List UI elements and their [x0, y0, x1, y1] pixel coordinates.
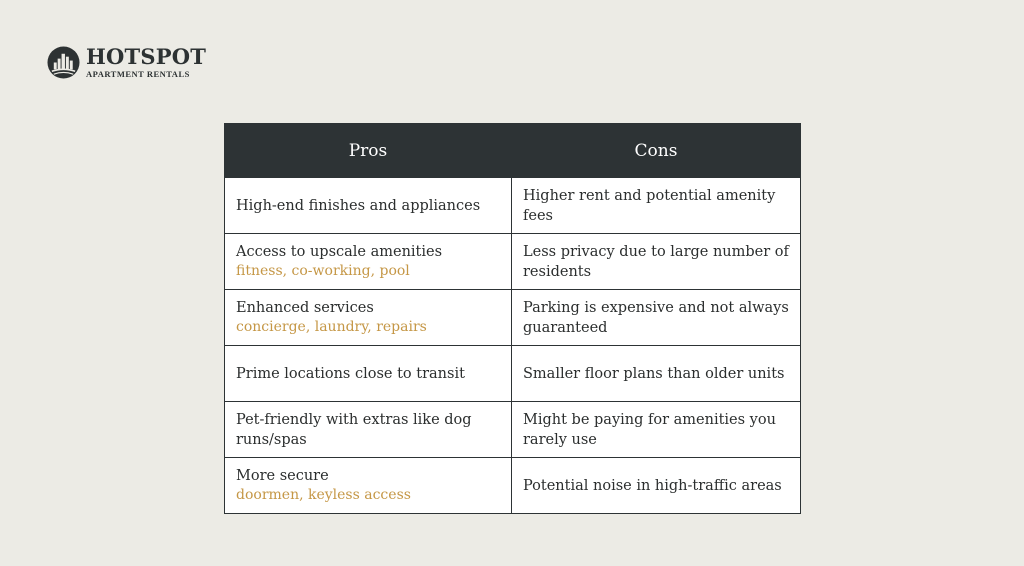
con-text: Less privacy due to large number of residents — [523, 243, 789, 280]
con-text: Higher rent and potential amenity fees — [523, 187, 776, 224]
pro-text: High-end finishes and appliances — [236, 197, 481, 214]
pro-cell — [225, 234, 512, 290]
city-skyline-logo-icon — [47, 46, 80, 79]
pro-cell — [225, 290, 512, 346]
table-header-row — [225, 124, 801, 178]
pro-detail: doormen, keyless access — [236, 487, 411, 503]
con-text: Potential noise in high-traffic areas — [523, 477, 782, 494]
pro-detail: fitness, co-working, pool — [236, 263, 410, 279]
table-row — [225, 234, 801, 290]
table-row — [225, 402, 801, 458]
pro-text: More secure — [236, 468, 329, 484]
con-cell — [512, 346, 801, 402]
pro-text: Access to upscale amenities — [236, 244, 443, 260]
brand-name: HOTSPOT — [86, 44, 207, 70]
table-row — [225, 346, 801, 402]
brand-tagline: APARTMENT RENTALS — [86, 69, 190, 80]
brand-text — [86, 46, 206, 79]
pro-text: Enhanced services — [236, 300, 374, 316]
con-cell — [512, 458, 801, 514]
con-text: Might be paying for amenities you rarely use — [523, 411, 776, 448]
con-cell — [512, 290, 801, 346]
table-row — [225, 178, 801, 234]
pro-cell — [225, 402, 512, 458]
pro-cell — [225, 458, 512, 514]
con-cell — [512, 178, 801, 234]
cons-header: Cons — [512, 124, 801, 178]
pros-cons-table — [224, 123, 801, 514]
pro-text: Prime locations close to transit — [236, 365, 465, 382]
pro-cell — [225, 346, 512, 402]
pro-cell — [225, 178, 512, 234]
table-row — [225, 290, 801, 346]
pros-header: Pros — [225, 124, 512, 178]
con-cell — [512, 234, 801, 290]
con-text: Parking is expensive and not always guaranteed — [523, 299, 789, 336]
con-cell — [512, 402, 801, 458]
con-text: Smaller floor plans than older units — [523, 365, 785, 382]
brand-logo — [47, 46, 206, 79]
table-row — [225, 458, 801, 514]
pro-text: Pet-friendly with extras like dog runs/spas — [236, 411, 472, 448]
pro-detail: concierge, laundry, repairs — [236, 319, 427, 335]
